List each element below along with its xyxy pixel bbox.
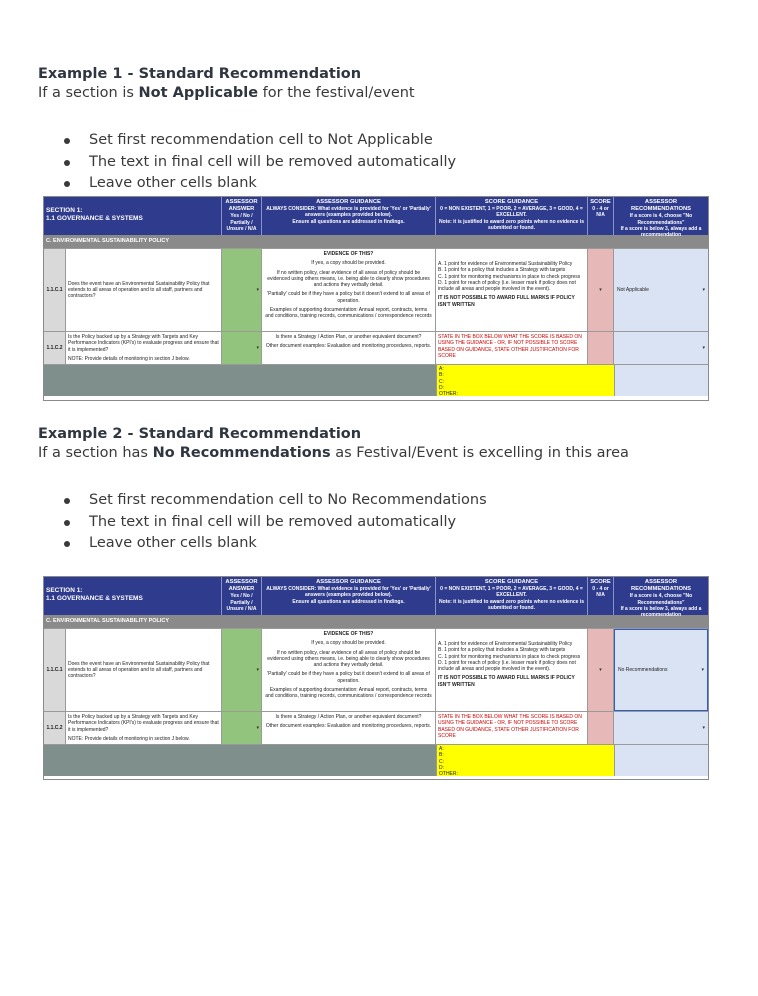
findings-row xyxy=(44,364,708,396)
final-recommendation-cell[interactable] xyxy=(614,365,708,396)
question-cell: Is the Policy backed up by a Strategy with Targets and Key Performance Indicators (KPI's) to evaluate progress and ensure that it is implemented? NOTE: Provide details of monitoring in section J below. xyxy=(66,712,222,744)
example2-description xyxy=(38,445,718,461)
chevron-down-icon[interactable]: ▾ xyxy=(702,724,705,731)
recommendation-dropdown[interactable] xyxy=(614,332,708,364)
guidance-cell: Is there a Strategy / Action Plan, or another equivalent document? Other document examples: Evaluation and monitoring procedures, reports. xyxy=(262,332,436,364)
recommendation-dropdown[interactable] xyxy=(614,712,708,744)
guidance-header: ASSESSOR GUIDANCE ALWAYS CONSIDER: What evidence is provided for 'Yes' or 'Partially' answers (examples provided below). Ensure all questions are addressed in findings. xyxy=(262,577,436,615)
sheet-header xyxy=(44,197,708,239)
example1-sheet-snapshot xyxy=(43,196,709,401)
score-guidance-header: SCORE GUIDANCE 0 = NON EXISTENT, 1 = POOR, 2 = AVERAGE, 3 = GOOD, 4 = EXCELLENT. Note: it is justified to award zero points where no evidence is submitted or found. xyxy=(436,197,588,235)
score-cell[interactable] xyxy=(588,249,614,331)
row-id: 1.1.C.1 xyxy=(44,629,66,711)
row-id: 1.1.C.2 xyxy=(44,712,66,744)
score-cell[interactable] xyxy=(588,332,614,364)
recommendation-dropdown[interactable] xyxy=(614,629,708,711)
example1-description xyxy=(38,85,718,101)
list-item: Set first recommendation cell to No Recommendations xyxy=(62,490,722,512)
score-header: SCORE 0 - 4 or N/A xyxy=(588,197,614,235)
recommendation-value[interactable]: No Recommendations xyxy=(618,666,668,673)
example2-desc-bold: No Recommendations xyxy=(152,445,331,461)
score-cell[interactable] xyxy=(588,712,614,744)
example1-heading: Example 1 - Standard Recommendation xyxy=(38,66,362,82)
guidance-header: ASSESSOR GUIDANCE ALWAYS CONSIDER: What evidence is provided for 'Yes' or 'Partially' answers (examples provided below). Ensure all questions are addressed in findings. xyxy=(262,197,436,235)
recommendations-header: ASSESSOR RECOMMENDATIONS If a score is 4, choose "No Recommendations" If a score is below 3, always add a recommendation xyxy=(620,579,702,619)
list-item: Leave other cells blank xyxy=(62,173,722,195)
table-row xyxy=(44,711,708,744)
question-cell: Does the event have an Environmental Sustainability Policy that extends to all areas of operation and to all staff, partners and contractors? xyxy=(66,249,222,331)
example2-desc-post: as Festival/Event is excelling in this area xyxy=(330,445,629,461)
chevron-down-icon[interactable]: ▾ xyxy=(256,724,259,731)
recommendation-value[interactable]: Not Applicable xyxy=(617,286,649,293)
score-guidance-header: SCORE GUIDANCE 0 = NON EXISTENT, 1 = POOR, 2 = AVERAGE, 3 = GOOD, 4 = EXCELLENT. Note: it is justified to award zero points where no evidence is submitted or found. xyxy=(436,577,588,615)
list-item: Set first recommendation cell to Not Applicable xyxy=(62,130,722,152)
section-band: C. ENVIRONMENTAL SUSTAINABILITY POLICY xyxy=(44,615,708,628)
row-id: 1.1.C.1 xyxy=(44,249,66,331)
example2-bullets xyxy=(62,490,722,555)
answer-header: ASSESSOR ANSWER Yes / No / Partially / Unsure / N/A xyxy=(222,577,262,615)
findings-row xyxy=(44,744,708,776)
example2-desc-pre: If a section has xyxy=(38,445,153,461)
score-guidance-cell: STATE IN THE BOX BELOW WHAT THE SCORE IS BASED ON USING THE GUIDANCE - OR, IF NOT POSSIBLE TO SCORE BASED ON GUIDANCE, STATE OTHER JUSTIFICATION FOR SCORE xyxy=(436,332,588,364)
answer-cell[interactable] xyxy=(222,629,262,711)
answer-cell[interactable] xyxy=(222,332,262,364)
example1-desc-bold: Not Applicable xyxy=(138,85,259,101)
example1-intro xyxy=(38,66,718,101)
guidance-cell: EVIDENCE OF THIS? If yes, a copy should be provided. If no written policy, clear evidence of all areas of policy should be evidenced using others means, i.e. being able to clearly show procedures and actions they verbally detail. 'Partially' could be if they have a policy but it doesn't extend to all areas of operation. Examples of supporting documentation: Annual report, contracts, terms and conditions, training records, communications / correspondence records xyxy=(262,629,436,711)
table-row xyxy=(44,331,708,364)
final-recommendation-cell[interactable] xyxy=(614,745,708,776)
question-cell: Is the Policy backed up by a Strategy with Targets and Key Performance Indicators (KPI's) to evaluate progress and ensure that it is implemented? NOTE: Provide details of monitoring in section J below. xyxy=(66,332,222,364)
score-header: SCORE 0 - 4 or N/A xyxy=(588,577,614,615)
list-item: Leave other cells blank xyxy=(62,533,722,555)
answer-cell[interactable] xyxy=(222,712,262,744)
chevron-down-icon[interactable]: ▾ xyxy=(256,666,259,673)
sheet-header xyxy=(44,577,708,619)
chevron-down-icon[interactable]: ▾ xyxy=(599,666,602,673)
chevron-down-icon[interactable]: ▾ xyxy=(256,286,259,293)
chevron-down-icon[interactable]: ▾ xyxy=(701,666,704,673)
section-header: SECTION 1: 1.1 GOVERNANCE & SYSTEMS xyxy=(44,577,222,615)
answer-cell[interactable] xyxy=(222,249,262,331)
section-band: C. ENVIRONMENTAL SUSTAINABILITY POLICY xyxy=(44,235,708,248)
row-id: 1.1.C.2 xyxy=(44,332,66,364)
findings-cell[interactable]: A: B: C: D: OTHER: xyxy=(436,745,614,776)
list-item: The text in final cell will be removed automatically xyxy=(62,152,722,174)
table-row xyxy=(44,248,708,331)
score-guidance-cell: A. 1 point for evidence of Environmental Sustainability Policy B. 1 point for a policy that includes a Strategy with targets C. 1 point for monitoring mechanisms in place to check progress D. 1 point for reach of policy (i.e. lesser mark if policy does not include all areas and people involved in the event). IT IS NOT POSSIBLE TO AWARD FULL MARKS IF POLICY ISN'T WRITTEN xyxy=(436,249,588,331)
chevron-down-icon[interactable]: ▾ xyxy=(599,286,602,293)
score-cell[interactable] xyxy=(588,629,614,711)
score-guidance-cell: A. 1 point for evidence of Environmental Sustainability Policy B. 1 point for a policy that includes a Strategy with targets C. 1 point for monitoring mechanisms in place to check progress D. 1 point for reach of policy (i.e. lesser mark if policy does not include all areas and people involved in the event). IT IS NOT POSSIBLE TO AWARD FULL MARKS IF POLICY ISN'T WRITTEN xyxy=(436,629,588,711)
section-header: SECTION 1: 1.1 GOVERNANCE & SYSTEMS xyxy=(44,197,222,235)
table-row xyxy=(44,628,708,711)
question-cell: Does the event have an Environmental Sustainability Policy that extends to all areas of operation and to all staff, partners and contractors? xyxy=(66,629,222,711)
example2-sheet-snapshot xyxy=(43,576,709,780)
findings-cell[interactable]: A: B: C: D: OTHER: xyxy=(436,365,614,396)
chevron-down-icon[interactable]: ▾ xyxy=(702,286,705,293)
example1-bullets xyxy=(62,130,722,195)
recommendations-header: ASSESSOR RECOMMENDATIONS If a score is 4, choose "No Recommendations" If a score is below 3, always add a recommendation xyxy=(620,199,702,239)
answer-header: ASSESSOR ANSWER Yes / No / Partially / Unsure / N/A xyxy=(222,197,262,235)
example2-heading: Example 2 - Standard Recommendation xyxy=(38,426,362,442)
example1-desc-post: for the festival/event xyxy=(258,85,415,101)
example2-intro xyxy=(38,426,718,461)
guidance-cell: EVIDENCE OF THIS? If yes, a copy should be provided. If no written policy, clear evidence of all areas of policy should be evidenced using others means, i.e. being able to clearly show procedures and actions they verbally detail. 'Partially' could be if they have a policy but it doesn't extend to all areas of operation. Examples of supporting documentation: Annual report, contracts, terms and conditions, training records, communications / correspondence records xyxy=(262,249,436,331)
recommendation-dropdown[interactable] xyxy=(614,249,708,331)
chevron-down-icon[interactable]: ▾ xyxy=(702,344,705,351)
score-guidance-cell: STATE IN THE BOX BELOW WHAT THE SCORE IS BASED ON USING THE GUIDANCE - OR, IF NOT POSSIBLE TO SCORE BASED ON GUIDANCE, STATE OTHER JUSTIFICATION FOR SCORE xyxy=(436,712,588,744)
chevron-down-icon[interactable]: ▾ xyxy=(256,344,259,351)
guidance-cell: Is there a Strategy / Action Plan, or another equivalent document? Other document examples: Evaluation and monitoring procedures, reports. xyxy=(262,712,436,744)
list-item: The text in final cell will be removed automatically xyxy=(62,512,722,534)
example1-desc-pre: If a section is xyxy=(38,85,139,101)
